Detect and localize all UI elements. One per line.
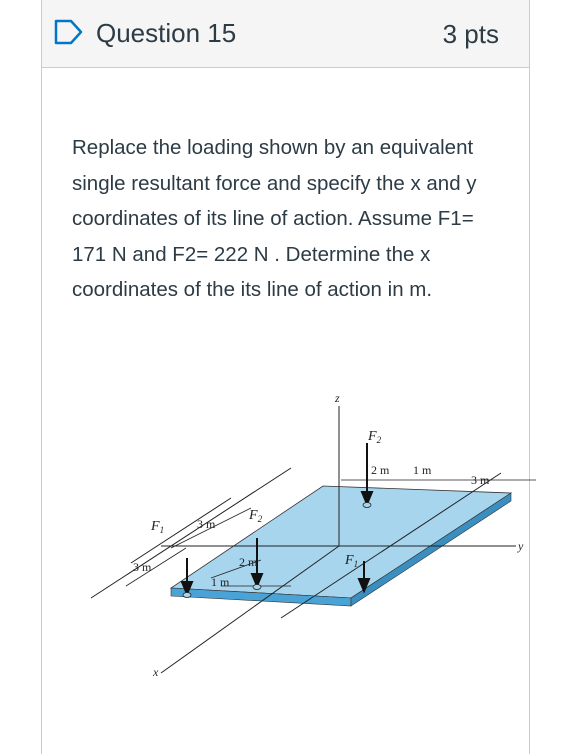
dim-2m-left: 2 m (239, 555, 258, 569)
f1-left-label: $F_1$ (151, 519, 165, 535)
dim-2m-top: 2 m (371, 463, 390, 477)
dim-3m-left: 3 m (133, 560, 152, 574)
question-header (42, 0, 529, 68)
f2-left-label: $F_2$ (249, 508, 263, 524)
f2-top-label: $F_2$ (368, 429, 382, 445)
force-diagram (71, 388, 524, 688)
axis-y-label: y (518, 539, 524, 553)
question-text: Replace the loading shown by an equivalent single resultant force and specify the x and y coordinates of its line of action. Assume F1= 171 N and F2= 222 N . Determine the x coordinates of the its line of action in m. (72, 136, 477, 301)
dim-1m-left: 1 m (211, 575, 230, 589)
flag-outline-icon[interactable] (54, 19, 84, 45)
axis-z-label: z (335, 391, 340, 405)
dim-1m-top: 1 m (413, 463, 432, 477)
dim-3m-right: 3 m (471, 473, 490, 487)
f1-center-label: $F_1$ (345, 553, 359, 569)
dim-3m-left-top: 3 m (197, 517, 216, 531)
question-title: Question 15 (96, 18, 237, 48)
question-card (41, 0, 530, 754)
question-points: 3 pts (442, 19, 499, 49)
axis-x-label: x (153, 665, 159, 679)
